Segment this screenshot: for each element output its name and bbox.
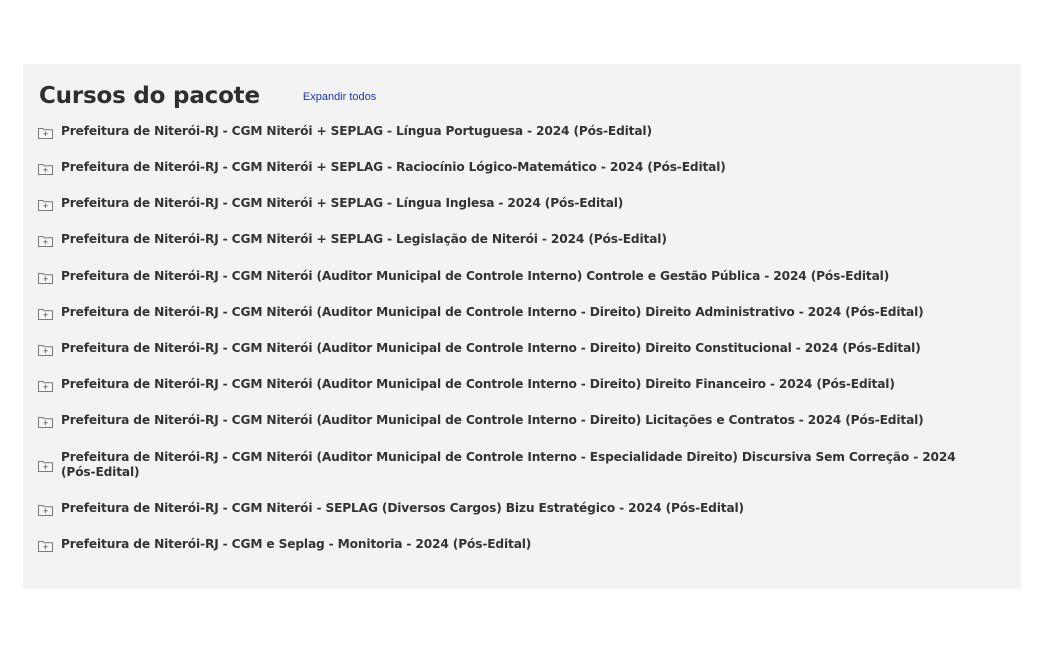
course-item[interactable] bbox=[38, 341, 968, 356]
expand-all-link[interactable]: Expandir todos bbox=[302, 91, 377, 103]
course-title[interactable]: Prefeitura de Niterói-RJ - CGM Niterói + SEPLAG - Raciocínio Lógico-Matemático - 2024 (Pós-Edital) bbox=[61, 160, 726, 174]
folder-plus-icon[interactable] bbox=[38, 126, 53, 138]
folder-plus-icon[interactable] bbox=[38, 415, 53, 427]
course-package-panel bbox=[23, 64, 1021, 589]
course-item[interactable] bbox=[38, 124, 968, 139]
folder-plus-icon[interactable] bbox=[38, 343, 53, 355]
course-title[interactable]: Prefeitura de Niterói-RJ - CGM Niterói (Auditor Municipal de Controle Interno - Direito) Licitações e Contratos - 2024 (Pós-Edital) bbox=[61, 413, 924, 427]
folder-plus-icon[interactable] bbox=[38, 459, 53, 471]
course-item[interactable] bbox=[38, 269, 968, 284]
course-item[interactable] bbox=[38, 413, 968, 428]
course-item[interactable] bbox=[38, 501, 968, 516]
course-item[interactable] bbox=[38, 450, 968, 480]
course-title[interactable]: Prefeitura de Niterói-RJ - CGM Niterói + SEPLAG - Língua Inglesa - 2024 (Pós-Edital) bbox=[61, 196, 624, 210]
folder-plus-icon[interactable] bbox=[38, 503, 53, 515]
course-title[interactable]: Prefeitura de Niterói-RJ - CGM e Seplag - Monitoria - 2024 (Pós-Edital) bbox=[61, 537, 532, 551]
course-title[interactable]: Prefeitura de Niterói-RJ - CGM Niterói (Auditor Municipal de Controle Interno - Direito) Direito Constitucional - 2024 (Pós-Edital) bbox=[61, 341, 921, 355]
course-title[interactable]: Prefeitura de Niterói-RJ - CGM Niterói + SEPLAG - Língua Portuguesa - 2024 (Pós-Edital) bbox=[61, 124, 652, 138]
page-title: Cursos do pacote bbox=[39, 83, 260, 109]
course-title[interactable]: Prefeitura de Niterói-RJ - CGM Niterói - SEPLAG (Diversos Cargos) Bizu Estratégico - 2024 (Pós-Edital) bbox=[61, 501, 744, 515]
course-title[interactable]: Prefeitura de Niterói-RJ - CGM Niterói (Auditor Municipal de Controle Interno - Especialidade Direito) Discursiva Sem Correção - 2024 (Pós-Edital) bbox=[61, 450, 956, 479]
course-item[interactable] bbox=[38, 537, 968, 552]
course-title[interactable]: Prefeitura de Niterói-RJ - CGM Niterói (Auditor Municipal de Controle Interno - Direito) Direito Administrativo - 2024 (Pós-Edital) bbox=[61, 305, 924, 319]
folder-plus-icon[interactable] bbox=[38, 307, 53, 319]
folder-plus-icon[interactable] bbox=[38, 162, 53, 174]
course-title[interactable]: Prefeitura de Niterói-RJ - CGM Niterói (Auditor Municipal de Controle Interno - Direito) Direito Financeiro - 2024 (Pós-Edital) bbox=[61, 377, 895, 391]
course-item[interactable] bbox=[38, 196, 968, 211]
course-item[interactable] bbox=[38, 160, 968, 175]
course-title[interactable]: Prefeitura de Niterói-RJ - CGM Niterói (Auditor Municipal de Controle Interno) Controle e Gestão Pública - 2024 (Pós-Edital) bbox=[61, 269, 890, 283]
course-item[interactable] bbox=[38, 305, 968, 320]
folder-plus-icon[interactable] bbox=[38, 539, 53, 551]
course-item[interactable] bbox=[38, 377, 968, 392]
course-item[interactable] bbox=[38, 232, 968, 247]
folder-plus-icon[interactable] bbox=[38, 198, 53, 210]
folder-plus-icon[interactable] bbox=[38, 379, 53, 391]
panel-header bbox=[39, 80, 376, 112]
course-title[interactable]: Prefeitura de Niterói-RJ - CGM Niterói + SEPLAG - Legislação de Niterói - 2024 (Pós-Edital) bbox=[61, 232, 667, 246]
folder-plus-icon[interactable] bbox=[38, 271, 53, 283]
folder-plus-icon[interactable] bbox=[38, 234, 53, 246]
